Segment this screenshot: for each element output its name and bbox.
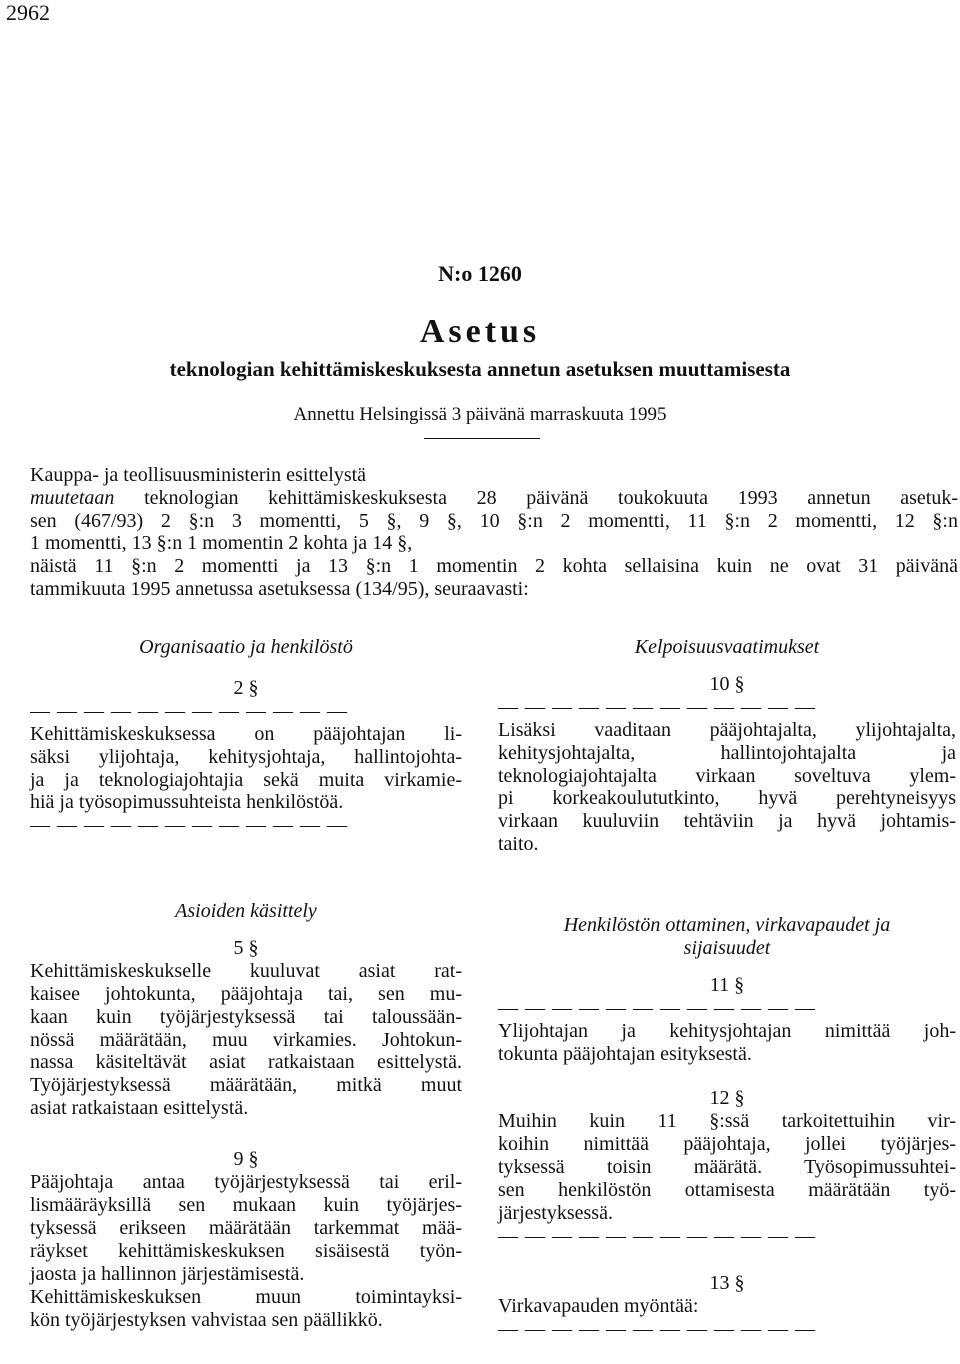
document-title: Asetus (419, 313, 541, 350)
text-line: koihin nimittää pääjohtaja, jollei työjärjes- (498, 1133, 956, 1156)
section-heading-henkiloston-ottaminen: Henkilöstön ottaminen, virkavapaudet ja (563, 914, 891, 936)
text-line: sen henkilöstön ottamisesta määrätään työ- (498, 1179, 956, 1202)
document-subtitle: teknologian kehittämiskeskuksesta annetun asetuksen muuttamisesta (169, 357, 791, 381)
text-line: Työjärjestyksessä määrätään, mitkä muut (30, 1074, 462, 1097)
text-line: Virkavapauden myöntää: (498, 1294, 699, 1317)
preamble-line: tammikuuta 1995 annetussa asetuksessa (134/95), seuraavasti: (30, 577, 529, 600)
preamble-line: Kauppa- ja teollisuusministerin esittelystä (30, 464, 367, 486)
omission-dashes: — — — — — — — — — — — — (30, 699, 348, 722)
text-line: säksi ylijohtaja, kehitysjohtaja, hallintojohta- (30, 745, 462, 768)
omission-dashes: — — — — — — — — — — — — (498, 1224, 816, 1247)
preamble-line: näistä 11 §:n 2 momentti ja 13 §:n 1 momentin 2 kohta sellaisina kuin ne ovat 31 päivänä (30, 555, 958, 578)
preamble-text: teknologian kehittämiskeskuksesta 28 päivänä toukokuuta 1993 annetun asetuk- (114, 486, 958, 509)
text-line: asiat ratkaistaan esittelystä. (30, 1097, 249, 1120)
omission-dashes: — — — — — — — — — — — — (498, 695, 816, 718)
text-line: teknologiajohtajalta virkaan soveltuva ylem- (498, 764, 956, 787)
text-line: kehitysjohtajalta, hallintojohtajalta ja (498, 741, 956, 764)
text-line: kaan kuin työjärjestyksessä tai taloussään- (30, 1005, 462, 1028)
text-line: taito. (498, 833, 539, 856)
right-column-top (498, 636, 956, 856)
section-heading-kelpoisuusvaatimukset: Kelpoisuusvaatimukset (634, 636, 820, 658)
text-line: Ylijohtajan ja kehitysjohtajan nimittää joh- (498, 1019, 956, 1042)
text-line: tyksessä toisin määrätä. Työsopimussuhtei- (498, 1156, 956, 1179)
text-line: Lisäksi vaaditaan pääjohtajalta, ylijohtajalta, (498, 718, 956, 741)
text-line: tokunta pääjohtajan esityksestä. (498, 1042, 752, 1065)
section-heading-organisaatio: Organisaatio ja henkilöstö (139, 636, 353, 658)
text-line: räykset kehittämiskeskuksen sisäisestä työn- (30, 1239, 462, 1262)
section-heading-asioiden-kasittely: Asioiden käsittely (175, 900, 317, 922)
text-line: jaosta ja hallinnon järjestämisestä. (30, 1262, 305, 1285)
section-number-12: 12 § (709, 1087, 745, 1110)
text-line: kön työjärjestyksen vahvistaa sen päällikkö. (30, 1308, 383, 1331)
text-line: nössä määrätään, muu virkamies. Johtokun- (30, 1028, 462, 1051)
section-13-text (498, 1295, 956, 1318)
section-12-text (498, 1110, 956, 1225)
section-number-13: 13 § (709, 1271, 745, 1294)
preamble (30, 464, 958, 601)
preamble-verb: muutetaan (30, 486, 115, 509)
omission-dashes: — — — — — — — — — — — — (30, 814, 348, 837)
text-line: lismääräyksillä sen mukaan kuin työjärjes- (30, 1193, 462, 1216)
omission-dashes: — — — — — — — — — — — — (498, 1317, 816, 1340)
given-date: Annettu Helsingissä 3 päivänä marraskuuta 1995 (293, 404, 667, 425)
section-5-text (30, 960, 462, 1120)
page-number: 2962 (6, 0, 50, 25)
preamble-line: sen (467/93) 2 §:n 3 momentti, 5 §, 9 §, 10 §:n 2 momentti, 11 §:n 2 momentti, 12 §:n (30, 509, 958, 532)
text-line: nassa käsiteltävät asiat ratkaistaan esittelystä. (30, 1051, 462, 1074)
text-line: ja ja teknologiajohtajia sekä muita virkamie- (30, 768, 462, 791)
preamble-line (30, 487, 958, 510)
section-number-10: 10 § (709, 672, 745, 695)
section-9-text (30, 1171, 462, 1331)
text-line: hiä ja työsopimussuhteista henkilöstöä. (30, 791, 344, 814)
act-number: N:o 1260 (438, 261, 522, 286)
preamble-line: 1 momentti, 13 §:n 1 momentin 2 kohta ja 14 §, (30, 532, 413, 555)
section-heading-sijaisuudet: sijaisuudet (683, 936, 771, 959)
text-line: Muihin kuin 11 §:ssä tarkoitettuihin vir- (498, 1110, 956, 1133)
section-2-text (30, 723, 462, 815)
left-column-bottom (30, 900, 462, 1331)
section-number-5: 5 § (233, 936, 259, 959)
omission-dashes: — — — — — — — — — — — — (498, 996, 816, 1019)
section-number-2: 2 § (233, 676, 259, 699)
right-column-bottom (498, 914, 956, 1341)
title-rule (424, 438, 540, 439)
section-number-11: 11 § (709, 973, 745, 996)
text-line: pi korkeakoulututkinto, hyvä perehtyneisyys (498, 787, 956, 810)
text-line: järjestyksessä. (498, 1201, 613, 1224)
text-line: Kehittämiskeskukselle kuuluvat asiat rat- (30, 959, 462, 982)
left-column-top (30, 636, 462, 837)
text-line: Kehittämiskeskuksessa on pääjohtajan li- (30, 722, 462, 745)
section-number-9: 9 § (233, 1148, 259, 1171)
text-line: Pääjohtaja antaa työjärjestyksessä tai eril- (30, 1171, 462, 1194)
text-line: Kehittämiskeskuksen muun toimintayksi- (30, 1285, 462, 1308)
section-10-text (498, 719, 956, 856)
text-line: tyksessä erikseen määrätään tarkemmat mää- (30, 1216, 462, 1239)
text-line: kaisee johtokunta, pääjohtaja tai, sen mu- (30, 982, 462, 1005)
text-line: virkaan kuuluviin tehtäviin ja hyvä johtamis- (498, 810, 956, 833)
section-11-text (498, 1020, 956, 1066)
